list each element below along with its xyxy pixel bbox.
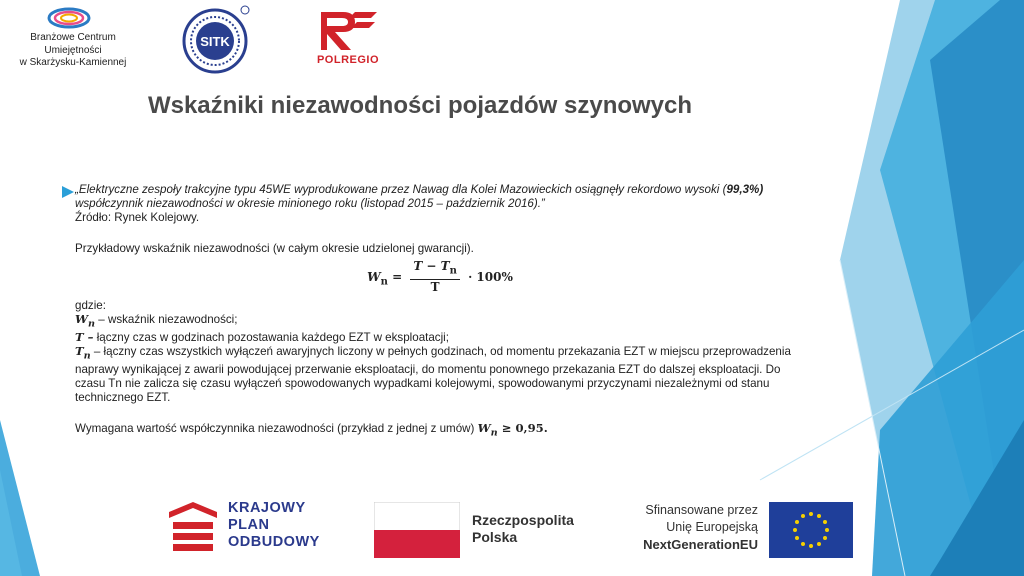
rzeczpospolita-text: Rzeczpospolita Polska xyxy=(472,512,574,545)
sitk-text: SITK xyxy=(200,34,230,49)
bcu-line2: Umiejętności xyxy=(44,44,102,56)
kpo-logo-text: KRAJOWY PLAN ODBUDOWY xyxy=(228,500,320,550)
slide-content xyxy=(75,183,805,440)
where-label: gdzie: xyxy=(75,299,106,313)
bullet-arrow-icon xyxy=(62,186,74,198)
sitk-logo xyxy=(181,4,251,74)
polregio-logo xyxy=(313,6,383,68)
bcu-emblem-icon xyxy=(8,6,130,32)
required-value: Wymagana wartość współczynnika niezawodności (przykład z jednej z umów) $W_n \ge 0,95$. xyxy=(75,421,548,439)
bcu-logo xyxy=(8,6,130,76)
example-text: Przykładowy wskaźnik niezawodności (w całym okresie udzielonej gwarancji). xyxy=(75,242,474,256)
reliability-formula: $W_n$ = $\frac{T - T_n}{T}$ · 100% xyxy=(367,259,513,295)
bcu-line3: w Skarżysku-Kamiennej xyxy=(19,57,127,68)
eu-funding-text: Sfinansowane przez Unię Europejską NextGenerationEU xyxy=(643,503,758,552)
source-note: Źródło: Rynek Kolejowy. xyxy=(75,210,200,224)
definition-t: T – łączny czas w godzinach pozostawania każdego EZT w eksploatacji; xyxy=(75,330,449,345)
slide-title: Wskaźniki niezawodności pojazdów szynowych xyxy=(147,92,693,119)
quote-highlight: 99,3%) xyxy=(726,183,764,196)
poland-flag-icon xyxy=(374,502,460,558)
polregio-mark-icon xyxy=(313,6,383,54)
bcu-line1: Branżowe Centrum xyxy=(30,32,116,43)
definition-wn: $W_n$ – wskaźnik niezawodności; xyxy=(75,311,238,330)
eu-flag-icon xyxy=(769,502,853,558)
formula-fraction: $\frac{T - T_n}{T}$ xyxy=(410,260,460,295)
kpo-logo-icon xyxy=(167,500,219,554)
polregio-text: POLREGIO xyxy=(316,54,380,66)
quote-paragraph: „Elektryczne zespoły trakcyjne typu 45WE wyprodukowane przez Nawag dla Kolei Mazowieckich osiągnęły rekordowo wysoki (99,3%) współczynnik niezawodności w okresie minionego roku (listopad 2015 – październik 2016).” xyxy=(75,183,764,210)
definition-tn: $T_n$ – łączny czas wszystkich wyłączeń awaryjnych liczony w pełnych godzinach, od momentu przekazania EZT w miejscu przeprowadzenia naprawy wynikającej z awarii powodującej przerwanie eksploatacji, do momentu ponownego przekazania EZT do dalszej eksploatacji. Do czasu Tn nie zalicza się czasu wyłączeń spowodowanych wypadkami kolejowymi, spowodowanymi przyczynami niezależnymi od stanu technicznego EZT. xyxy=(75,343,791,404)
